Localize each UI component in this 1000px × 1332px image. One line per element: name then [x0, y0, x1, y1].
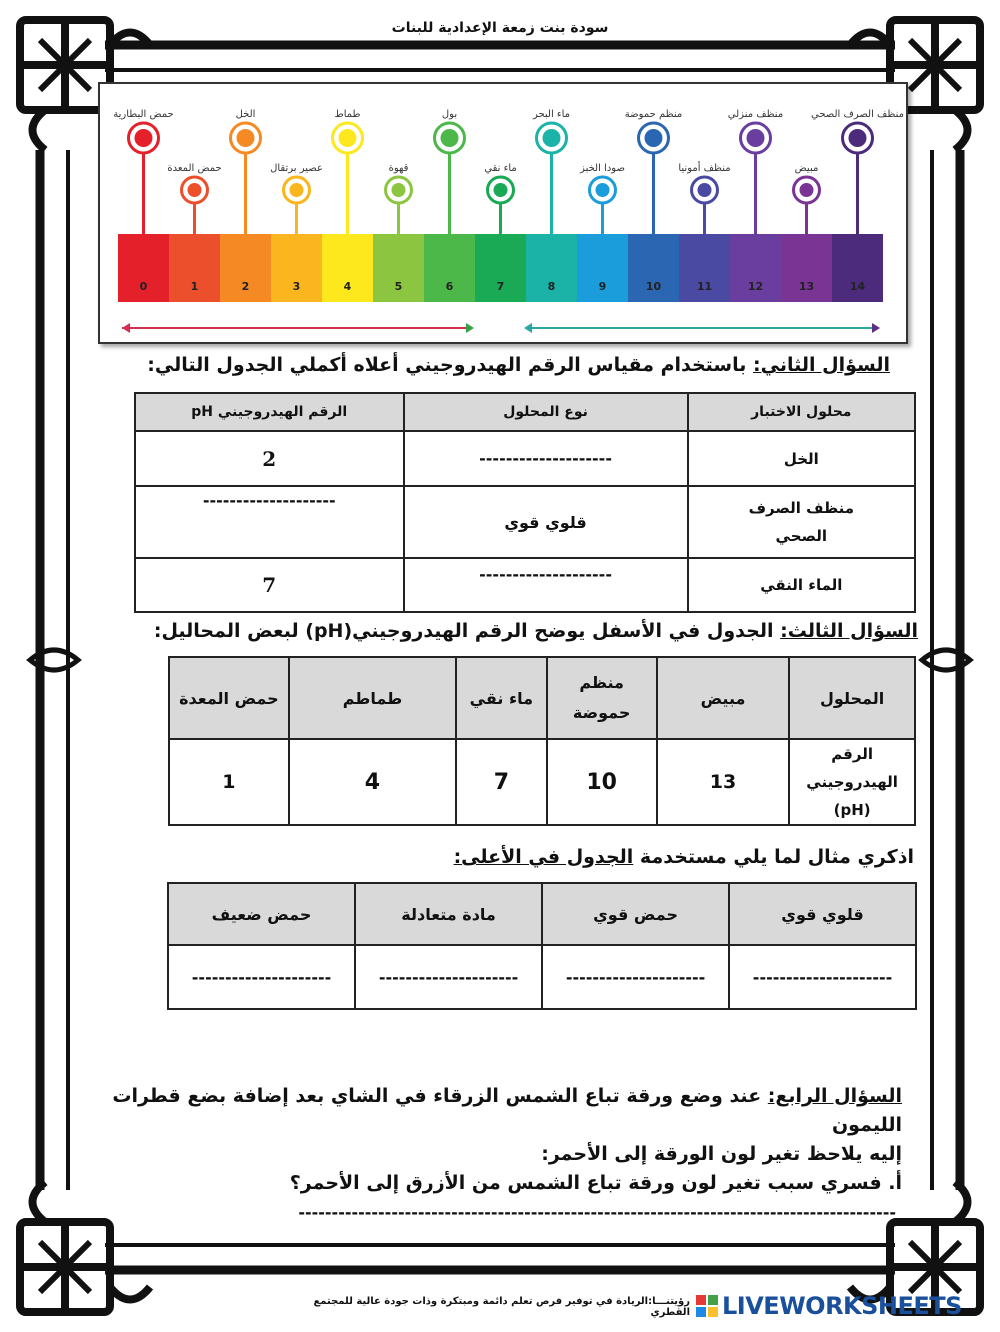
q4-line1-text: عند وضع ورقة تباع الشمس الزرقاء في الشاي بعد إضافة بضع قطرات الليمون — [112, 1085, 902, 1136]
ph-bottom-3-icon — [494, 183, 508, 197]
q2-r2-test: منظف الصرف الصحي — [688, 486, 915, 558]
q3-title — [154, 620, 918, 642]
q2-title-text: باستخدام مقياس الرقم الهيدروجيني أعلاه أكملي الجدول التالي: — [147, 354, 753, 376]
q2-r3-test: الماء النقي — [688, 558, 915, 612]
footer-vision: رؤيتنـــا:الريادة في توفير فرص تعلم دائمة ومبتكرة وذات جودة عالية للمجتمع القطري — [313, 1296, 690, 1318]
q4-answer-line[interactable]: ------------------------------------------------------------------------------------------ — [298, 1203, 896, 1222]
q2-r1-type[interactable]: -------------------- — [404, 431, 688, 486]
ph-bottom-6-icon — [800, 183, 814, 197]
q3-h-stomach: حمض المعدة — [169, 657, 289, 739]
table-row — [169, 739, 915, 825]
q3-title-text: الجدول في الأسفل يوضح الرقم الهيدروجيني(pH) لبعض المحاليل: — [153, 620, 781, 642]
q3b-table — [167, 882, 917, 1010]
table-row — [168, 945, 916, 1009]
q4-line2: إليه يلاحظ تغير لون الورقة إلى الأحمر: — [541, 1143, 902, 1165]
q4-title-label: السؤال الرابع: — [767, 1085, 902, 1107]
ph-scale-figure — [98, 82, 908, 344]
ph-top-6-label: منظف منزلي — [727, 109, 784, 120]
ph-number-10: 10 — [645, 280, 662, 293]
ph-top-4-label: ماء البحر — [532, 109, 571, 120]
ph-top-4-icon — [543, 129, 561, 147]
q2-title — [147, 354, 890, 376]
ph-scale-svg — [100, 84, 906, 342]
q3-h-water: ماء نقي — [456, 657, 547, 739]
liveworksheets-text: LIVEWORKSHEETS — [722, 1292, 962, 1320]
q3-ph-bleach: 13 — [657, 739, 790, 825]
ph-bottom-4-icon — [596, 183, 610, 197]
q3-title-label: السؤال الثالث: — [780, 620, 918, 642]
ph-number-2: 2 — [241, 280, 250, 293]
table-row — [135, 558, 915, 612]
q3-h-antacid: منظم حموضة — [547, 657, 657, 739]
q3b-a-weak-acid[interactable]: --------------------- — [168, 945, 355, 1009]
q2-table — [134, 392, 916, 613]
q3-ph-tomato: 4 — [289, 739, 456, 825]
q3b-h-strong-acid: حمض قوي — [542, 883, 729, 945]
ph-top-1-label: الخل — [235, 109, 256, 120]
q3-h-solution: المحلول — [789, 657, 915, 739]
q2-r3-type[interactable]: -------------------- — [404, 558, 688, 612]
ph-top-3-icon — [441, 129, 459, 147]
ph-number-14: 14 — [849, 280, 866, 293]
q3b-title — [454, 846, 914, 868]
ph-top-2-icon — [339, 129, 357, 147]
liveworksheets-brand[interactable] — [696, 1292, 962, 1320]
ph-number-3: 3 — [292, 280, 301, 293]
q2-r2-ph[interactable]: -------------------- — [135, 486, 404, 558]
table-row — [135, 431, 915, 486]
q2-header-type: نوع المحلول — [404, 393, 688, 431]
ph-number-1: 1 — [190, 280, 199, 293]
q3-table — [168, 656, 916, 826]
ph-top-5-icon — [645, 129, 663, 147]
ph-bottom-5-label: منظف أمونيا — [678, 163, 731, 174]
q4-line3: أ. فسري سبب تغير لون ورقة تباع الشمس من الأزرق إلى الأحمر؟ — [289, 1172, 902, 1194]
ph-number-11: 11 — [696, 280, 713, 293]
q2-r1-test: الخل — [688, 431, 915, 486]
ph-number-8: 8 — [547, 280, 556, 293]
ph-bottom-4-label: صودا الخبز — [580, 163, 625, 174]
q2-r1-ph: 2 — [135, 431, 404, 486]
q3-ph-water: 7 — [456, 739, 547, 825]
q2-title-label: السؤال الثاني: — [753, 354, 890, 376]
ph-bottom-6-label: مبيض — [794, 163, 819, 174]
ph-number-0: 0 — [139, 280, 148, 293]
liveworksheets-logo-icon — [696, 1295, 718, 1317]
q3b-title-label: الجدول في الأعلى: — [453, 846, 634, 868]
q3b-h-neutral: مادة متعادلة — [355, 883, 542, 945]
ph-bottom-2-label: قهوة — [388, 163, 409, 174]
ph-number-9: 9 — [598, 280, 607, 293]
q2-header-test: محلول الاختبار — [688, 393, 915, 431]
q4-line1 — [112, 1082, 902, 1140]
acid-arrow-left-head — [122, 323, 130, 333]
ph-top-7-icon — [849, 129, 867, 147]
q3-ph-antacid: 10 — [547, 739, 657, 825]
ph-top-0-icon — [135, 129, 153, 147]
ph-top-2-label: طماط — [334, 109, 361, 120]
ph-number-6: 6 — [445, 280, 454, 293]
q3b-h-strong-base: قلوي قوي — [729, 883, 916, 945]
q2-header-ph: الرقم الهيدروجيني pH — [135, 393, 404, 431]
q3b-title-text: اذكري مثال لما يلي مستخدمة — [633, 846, 914, 868]
q3b-a-neutral[interactable]: --------------------- — [355, 945, 542, 1009]
q3b-a-strong-base[interactable]: --------------------- — [729, 945, 916, 1009]
ph-number-13: 13 — [798, 280, 815, 293]
ph-bottom-3-label: ماء نقي — [484, 163, 517, 174]
acid-arrow-right-head — [466, 323, 474, 333]
ph-bottom-1-label: عصير برتقال — [270, 163, 323, 174]
base-arrow-left-head — [524, 323, 532, 333]
ph-top-0-label: حمض البطارية — [113, 109, 174, 120]
school-name: سودة بنت زمعة الإعدادية للبنات — [391, 20, 609, 36]
ph-top-6-icon — [747, 129, 765, 147]
ph-number-5: 5 — [394, 280, 403, 293]
q3b-h-weak-acid: حمض ضعيف — [168, 883, 355, 945]
q3-h-tomato: طماطم — [289, 657, 456, 739]
ph-number-7: 7 — [496, 280, 505, 293]
ph-number-12: 12 — [747, 280, 764, 293]
q3b-a-strong-acid[interactable]: --------------------- — [542, 945, 729, 1009]
ph-top-7-label: منظف الصرف الصحي — [811, 109, 904, 120]
ph-top-1-icon — [237, 129, 255, 147]
ph-top-5-label: منظم حموضة — [624, 109, 683, 120]
q4-block — [112, 1082, 902, 1227]
ph-top-3-label: بول — [441, 109, 458, 120]
base-arrow-right-head — [872, 323, 880, 333]
q2-r2-type: قلوي قوي — [404, 486, 688, 558]
table-row — [135, 486, 915, 558]
q3-ph-stomach: 1 — [169, 739, 289, 825]
ph-bottom-0-label: حمض المعدة — [167, 163, 222, 174]
ph-bottom-1-icon — [290, 183, 304, 197]
q3-h-bleach: مبيض — [657, 657, 790, 739]
ph-bottom-2-icon — [392, 183, 406, 197]
q2-r3-ph: 7 — [135, 558, 404, 612]
ph-bottom-5-icon — [698, 183, 712, 197]
ph-bottom-0-icon — [188, 183, 202, 197]
ph-number-4: 4 — [343, 280, 352, 293]
q3-ph-label: الرقم الهيدروجيني (pH) — [789, 739, 915, 825]
